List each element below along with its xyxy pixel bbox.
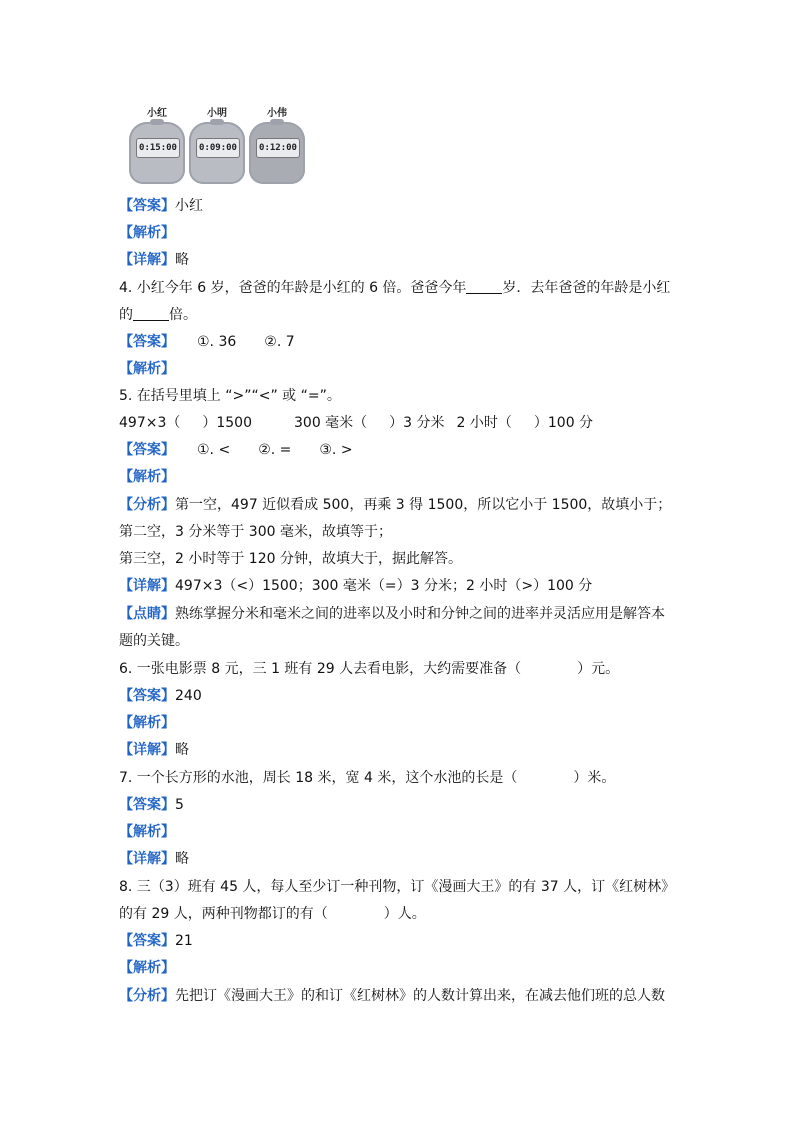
stopwatch-knob (150, 119, 164, 125)
question-text: 4. 小红今年 6 岁，爸爸的年龄是小红的 6 倍。爸爸今年 (119, 280, 467, 296)
q6-answer (119, 686, 202, 706)
stopwatch-figure (128, 108, 308, 188)
q3-analysis (119, 223, 175, 243)
q4-answer (119, 332, 295, 352)
q8-fenxi (119, 986, 665, 1006)
question-text: 倍。 (169, 307, 197, 323)
question-text: 6. 一张电影票 8 元，三 1 班有 29 人去看电影，大约需要准备（ ）元。 (119, 661, 620, 677)
stopwatch-label: 小明 (207, 108, 227, 119)
detail-tag: 【详解】 (119, 851, 175, 867)
q7-detail (119, 849, 189, 869)
answer-tag: 【答案】 (119, 688, 175, 704)
question-text: 300 毫米（ (294, 415, 368, 431)
q5-fenxi-3 (119, 549, 462, 569)
q4-analysis (119, 359, 175, 379)
detail-text: 497×3（<）1500；300 毫米（=）3 分米；2 小时（>）100 分 (175, 578, 593, 594)
q4-question-line1 (119, 278, 670, 298)
dianjing-text: 题的关键。 (119, 633, 189, 649)
q8-question-line1 (119, 877, 675, 897)
answer-tag: 【答案】 (119, 933, 175, 949)
analysis-tag: 【解析】 (119, 715, 175, 731)
q5-answer (119, 440, 353, 460)
detail-tag: 【详解】 (119, 252, 175, 268)
q8-question-line2 (119, 904, 426, 924)
answer-blank (133, 306, 169, 321)
answer-tag: 【答案】 (119, 797, 175, 813)
stopwatch-label: 小红 (147, 108, 167, 119)
answer-text: 5 (175, 797, 184, 813)
q7-analysis (119, 822, 175, 842)
analysis-tag: 【解析】 (119, 225, 175, 241)
q5-dianjing-2 (119, 631, 189, 651)
q5-analysis (119, 467, 175, 487)
answer-text: 小红 (175, 198, 203, 214)
stopwatch-knob (270, 119, 284, 125)
answer-text: ①. < (197, 442, 231, 458)
q5-question (119, 386, 341, 406)
fenxi-text: 第三空，2 小时等于 120 分钟，故填大于，据此解答。 (119, 551, 462, 567)
stopwatch-display: 0:15:00 (136, 138, 180, 158)
q5-fenxi-1 (119, 495, 671, 515)
answer-tag: 【答案】 (119, 442, 175, 458)
q5-fenxi-2 (119, 522, 392, 542)
fenxi-text: 先把订《漫画大王》的和订《红树林》的人数计算出来，在减去他们班的总人数 (175, 988, 665, 1004)
q5-detail (119, 576, 592, 596)
analysis-tag: 【解析】 (119, 361, 175, 377)
question-text: 2 小时（ (456, 415, 512, 431)
stopwatch-display: 0:09:00 (196, 138, 240, 158)
fenxi-tag: 【分析】 (119, 988, 175, 1004)
question-text: 5. 在括号里填上 “>”“<” 或 “=”。 (119, 388, 341, 404)
stopwatch-label: 小伟 (267, 108, 287, 119)
analysis-tag: 【解析】 (119, 824, 175, 840)
answer-text: ①. 36 (197, 334, 237, 350)
stopwatch-display: 0:12:00 (256, 138, 300, 158)
detail-tag: 【详解】 (119, 578, 175, 594)
stopwatch-xiaoming (188, 108, 246, 188)
question-text: 岁．去年爸爸的年龄是小红 (502, 280, 671, 296)
dianjing-tag: 【点睛】 (119, 606, 175, 622)
q4-question-line2 (119, 305, 197, 325)
q6-detail (119, 740, 189, 760)
dianjing-text: 熟练掌握分米和毫米之间的进率以及小时和分钟之间的进率并灵活应用是解答本 (175, 606, 665, 622)
detail-text: 略 (175, 252, 189, 268)
q8-answer (119, 931, 193, 951)
question-text: ）100 分 (533, 415, 594, 431)
q7-question (119, 768, 615, 788)
stopwatch-xiaohong (128, 108, 186, 188)
analysis-tag: 【解析】 (119, 469, 175, 485)
detail-text: 略 (175, 851, 189, 867)
analysis-tag: 【解析】 (119, 960, 175, 976)
answer-tag: 【答案】 (119, 334, 175, 350)
question-text: 的 (119, 307, 133, 323)
fenxi-text: 第一空，497 近似看成 500，再乘 3 得 1500，所以它小于 1500，故填小于； (175, 497, 672, 513)
detail-tag: 【详解】 (119, 742, 175, 758)
question-text: ）3 分米 (389, 415, 445, 431)
detail-text: 略 (175, 742, 189, 758)
answer-tag: 【答案】 (119, 198, 175, 214)
answer-text: ③. > (319, 442, 353, 458)
stopwatch-xiaowei (248, 108, 306, 188)
q6-question (119, 659, 619, 679)
stopwatch-knob (210, 119, 224, 125)
q3-answer (119, 196, 203, 216)
q8-analysis (119, 958, 175, 978)
question-text: 的有 29 人，两种刊物都订的有（ ）人。 (119, 906, 426, 922)
q5-dianjing-1 (119, 604, 665, 624)
fenxi-text: 第二空，3 分米等于 300 毫米，故填等于； (119, 524, 392, 540)
answer-blank (466, 279, 502, 294)
answer-text: ②. 7 (264, 334, 295, 350)
q7-answer (119, 795, 184, 815)
answer-text: 240 (175, 688, 202, 704)
answer-text: 21 (175, 933, 193, 949)
q3-detail (119, 250, 189, 270)
answer-text: ②. = (258, 442, 292, 458)
question-text: ）1500 (202, 415, 252, 431)
q5-items (119, 413, 593, 433)
q6-analysis (119, 713, 175, 733)
question-text: 497×3（ (119, 415, 181, 431)
question-text: 7. 一个长方形的水池，周长 18 米，宽 4 米，这个水池的长是（ ）米。 (119, 770, 616, 786)
fenxi-tag: 【分析】 (119, 497, 175, 513)
question-text: 8. 三（3）班有 45 人，每人至少订一种刊物，订《漫画大王》的有 37 人，订《红树林》 (119, 879, 676, 895)
